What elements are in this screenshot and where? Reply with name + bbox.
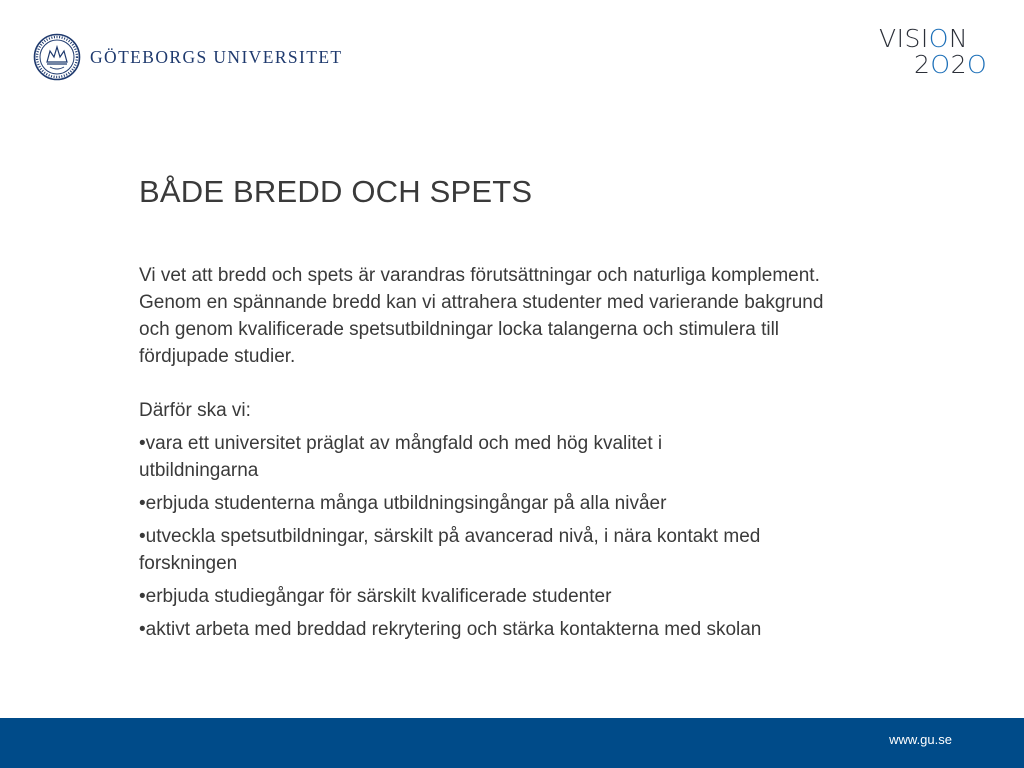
vision-2020-logo bbox=[879, 26, 1004, 78]
vision-n: N bbox=[948, 24, 969, 53]
bullet-item: •erbjuda studiegångar för särskilt kvalificerade studenter bbox=[139, 586, 612, 607]
intro-paragraph: Vi vet att bredd och spets är varandras förutsättningar och naturliga komplement. Genom en spännande bredd kan vi attrahera studenter med varierande bakgrund och genom kvalificerade spetsutbildningar locka talangerna och stimulera till fördjupade studier. bbox=[139, 265, 824, 367]
bullet-item: •erbjuda studenterna många utbildningsingångar på alla nivåer bbox=[139, 493, 667, 514]
lead-text: Därför ska vi: bbox=[139, 400, 251, 421]
year-o-accent-2: O bbox=[967, 50, 988, 79]
vision-logo-line1 bbox=[879, 26, 1004, 52]
year-digit-2a: 2 bbox=[914, 50, 931, 79]
university-seal-icon bbox=[33, 33, 81, 81]
university-name: GÖTEBORGS UNIVERSITET bbox=[90, 46, 343, 67]
footer-url: www.gu.se bbox=[889, 732, 952, 747]
bullet-item: •aktivt arbeta med breddad rekrytering och stärka kontakterna med skolan bbox=[139, 619, 762, 640]
vision-text: VISI bbox=[879, 24, 929, 53]
vision-logo-line2 bbox=[914, 52, 1004, 78]
vision-o-accent: O bbox=[928, 24, 949, 53]
bullet-list bbox=[139, 430, 859, 643]
bullet-item: •utveckla spetsutbildningar, särskilt på avancerad nivå, i nära kontakt med forskningen bbox=[139, 526, 761, 574]
year-digit-2b: 2 bbox=[950, 50, 967, 79]
slide-title: BÅDE BREDD OCH SPETS bbox=[139, 174, 533, 209]
slide-content bbox=[139, 262, 859, 649]
university-logo bbox=[33, 33, 343, 81]
footer-bar bbox=[0, 718, 1024, 768]
year-o-accent-1: O bbox=[930, 50, 951, 79]
bullet-item: •vara ett universitet präglat av mångfald och med hög kvalitet i utbildningarna bbox=[139, 433, 663, 481]
